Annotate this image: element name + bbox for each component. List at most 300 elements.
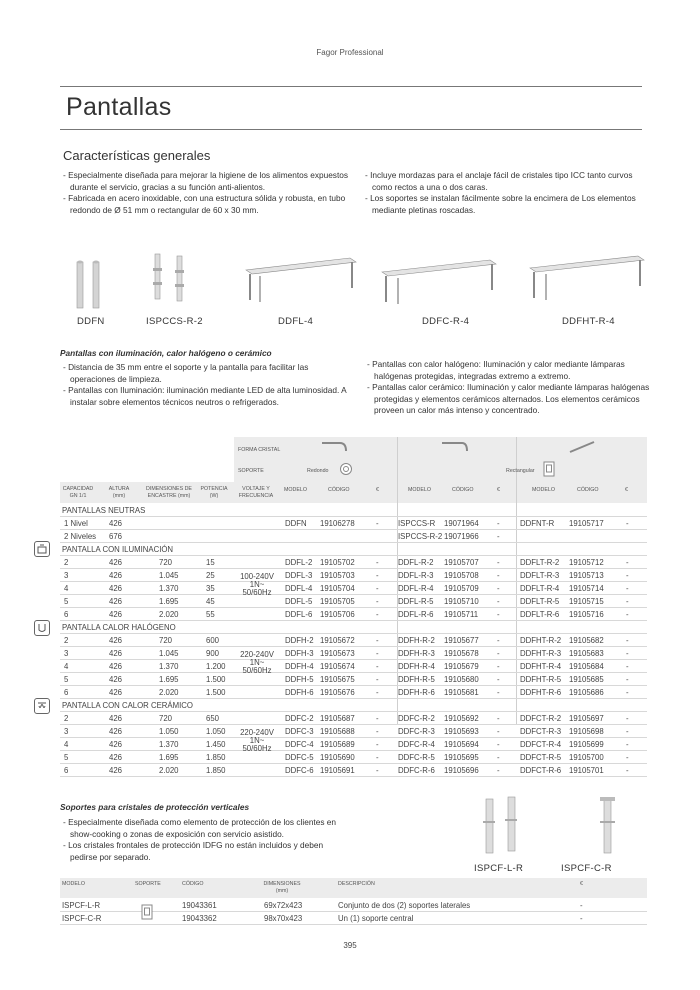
cell-e1: - [376, 688, 379, 697]
cell-e1: - [376, 727, 379, 736]
curved-glass-icon [320, 440, 350, 454]
cell-alt: 426 [109, 597, 123, 606]
cell-m2: DDFC-R-3 [398, 727, 435, 736]
s-col-dimensiones: DIMENSIONES (mm) [263, 881, 301, 894]
support-label: ISPCF-C-R [561, 863, 612, 874]
cell-e3: - [626, 610, 629, 619]
cell-e2: - [497, 649, 500, 658]
col-modelo-2: MODELO [408, 487, 431, 493]
cell-dim: 720 [159, 558, 173, 567]
cell-e3: - [626, 597, 629, 606]
cell-cap: 3 [64, 727, 69, 736]
cell-e2: - [497, 688, 500, 697]
cell-e1: - [376, 740, 379, 749]
cell-m1: DDFC-6 [285, 766, 314, 775]
cell-c2: 19105696 [444, 766, 479, 775]
cell-e2: - [497, 532, 500, 541]
cell-c3: 19105712 [569, 558, 604, 567]
cell-c1: 19105673 [320, 649, 355, 658]
cell-m1: DDFN [285, 519, 307, 528]
cell-pot: 650 [206, 714, 220, 723]
cell-e3: - [626, 636, 629, 645]
brand-header: Fagor Professional [316, 48, 384, 57]
cell-dim: 1.045 [159, 571, 179, 580]
straight-glass-icon [568, 440, 598, 454]
cell-e1: - [376, 753, 379, 762]
cell-alt: 426 [109, 740, 123, 749]
s-codigo: 19043361 [182, 901, 217, 910]
cell-m3: DDFLT-R-3 [520, 571, 560, 580]
cell-e3: - [626, 662, 629, 671]
cell-e2: - [497, 610, 500, 619]
cell-m1: DDFC-3 [285, 727, 314, 736]
cell-c2: 19105694 [444, 740, 479, 749]
cell-dim: 720 [159, 714, 173, 723]
supports-heading: Soportes para cristales de protección verticales [60, 802, 250, 812]
cell-dim: 1.695 [159, 597, 179, 606]
cell-e3: - [626, 753, 629, 762]
cell-c1: 19105690 [320, 753, 355, 762]
cell-c1: 19105706 [320, 610, 355, 619]
cell-m2: DDFH-R-6 [398, 688, 435, 697]
cell-e3: - [626, 649, 629, 658]
s-desc: Conjunto de dos (2) soportes laterales [338, 901, 471, 910]
cell-m3: DDFHT-R-6 [520, 688, 562, 697]
cell-m2: DDFL-R-4 [398, 584, 434, 593]
cell-dim: 1.045 [159, 649, 179, 658]
supports-bullet: - Los cristales frontales de protección IDFG no están incluidos y deben pedirse por separado. [63, 840, 324, 862]
ddfn-image [77, 261, 99, 309]
cell-e3: - [626, 714, 629, 723]
cell-e3: - [626, 740, 629, 749]
product-label: DDFL-4 [278, 316, 314, 327]
cell-c1: 19105704 [320, 584, 355, 593]
cell-m3: DDFLT-R-4 [520, 584, 560, 593]
cell-dim: 720 [159, 636, 173, 645]
cell-m2: DDFC-R-6 [398, 766, 435, 775]
cell-c3: 19105684 [569, 662, 604, 671]
rect-support-icon [141, 904, 153, 920]
cell-cap: 5 [64, 675, 69, 684]
cell-c2: 19105678 [444, 649, 479, 658]
cell-e1: - [376, 675, 379, 684]
cell-pot: 15 [206, 558, 215, 567]
general-left-bullet: - Fabricada en acero inoxidable, con una estructura sólida y robusta, en tubo redondo de Ø 51 mm o rectangular de 60 x 30 mm. [63, 193, 346, 215]
product-label: DDFN [77, 316, 105, 327]
general-right-bullets [364, 170, 654, 216]
voltage-cell: 220-240V 1N~ 50/60Hz [240, 649, 274, 675]
ddfht-image [530, 256, 644, 300]
general-left-bullet: - Especialmente diseñada para mejorar la higiene de los alimentos expuestos durante el servicio, gracias a su función anti-alientos. [63, 170, 349, 192]
col-potencia: POTENCIA (W) [200, 486, 228, 499]
cell-c3: 19105715 [569, 597, 604, 606]
cell-pot: 1.850 [206, 766, 226, 775]
cell-c3: 19105700 [569, 753, 604, 762]
cell-cap: 3 [64, 571, 69, 580]
cell-m1: DDFH-5 [285, 675, 314, 684]
cell-cap: 2 [64, 714, 69, 723]
cell-m2: DDFL-R-6 [398, 610, 434, 619]
cell-c2: 19105692 [444, 714, 479, 723]
cell-m2: DDFL-R-3 [398, 571, 434, 580]
cell-cap: 3 [64, 649, 69, 658]
cell-e3: - [626, 766, 629, 775]
product-label: DDFHT-R-4 [562, 316, 615, 327]
general-left-bullets [62, 170, 352, 216]
cell-dim: 2.020 [159, 610, 179, 619]
cell-alt: 426 [109, 753, 123, 762]
cell-c1: 19105672 [320, 636, 355, 645]
cell-c1: 19105676 [320, 688, 355, 697]
cell-dim: 1.695 [159, 753, 179, 762]
ispcf-l-image [483, 797, 517, 853]
cell-e2: - [497, 571, 500, 580]
cell-c1: 19105687 [320, 714, 355, 723]
col-capacidad: CAPACIDAD GN 1/1 [62, 486, 94, 499]
cell-m2: DDFC-R-5 [398, 753, 435, 762]
table-row [60, 530, 647, 543]
product-label: DDFC-R-4 [422, 316, 470, 327]
voltage-cell: 220-240V 1N~ 50/60Hz [240, 727, 274, 753]
cell-c3: 19105686 [569, 688, 604, 697]
cell-c2: 19071966 [444, 532, 479, 541]
rect-support-icon [543, 461, 555, 477]
cell-m1: DDFH-4 [285, 662, 314, 671]
cell-e2: - [497, 558, 500, 567]
cell-c1: 19105702 [320, 558, 355, 567]
title-rule-top [60, 86, 642, 87]
support-illustrations [478, 795, 618, 857]
cell-alt: 426 [109, 766, 123, 775]
col-euro-2: € [497, 487, 500, 493]
lighting-icon [34, 620, 50, 636]
lighting-left-bullets [62, 362, 354, 408]
cell-c3: 19105713 [569, 571, 604, 580]
cell-m1: DDFH-3 [285, 649, 314, 658]
cell-m1: DDFC-4 [285, 740, 314, 749]
cell-pot: 1.200 [206, 662, 226, 671]
cell-m3: DDFCT-R-4 [520, 740, 562, 749]
cell-alt: 426 [109, 584, 123, 593]
s-euro: - [580, 914, 583, 923]
s-euro: - [580, 901, 583, 910]
cell-e2: - [497, 584, 500, 593]
title-rule-bottom [60, 129, 642, 130]
cell-alt: 426 [109, 675, 123, 684]
col-modelo-3: MODELO [532, 487, 555, 493]
cell-cap: 5 [64, 597, 69, 606]
cell-e1: - [376, 610, 379, 619]
s-col-euro: € [580, 881, 583, 887]
cell-m3: DDFCT-R-3 [520, 727, 562, 736]
cell-alt: 426 [109, 519, 123, 528]
cell-m2: DDFH-R-5 [398, 675, 435, 684]
cell-e3: - [626, 688, 629, 697]
cell-m3: DDFHT-R-4 [520, 662, 562, 671]
table-section-header: PANTALLA CON ILUMINACIÓN [60, 543, 647, 556]
heat-icon [34, 698, 50, 714]
cell-c2: 19105709 [444, 584, 479, 593]
cell-cap: 6 [64, 766, 69, 775]
cell-m1: DDFL-3 [285, 571, 313, 580]
cell-dim: 1.695 [159, 675, 179, 684]
cell-cap: 1 Nivel [64, 519, 88, 528]
cell-alt: 426 [109, 649, 123, 658]
cell-alt: 426 [109, 688, 123, 697]
s-col-soporte: SOPORTE [135, 881, 161, 887]
col-codigo-2: CÓDIGO [452, 487, 474, 493]
cell-c1: 19106278 [320, 519, 355, 528]
cell-e3: - [626, 584, 629, 593]
cell-m3: DDFLT-R-2 [520, 558, 560, 567]
cell-c2: 19105708 [444, 571, 479, 580]
cell-pot: 55 [206, 610, 215, 619]
general-heading: Características generales [63, 148, 211, 163]
cell-e3: - [626, 675, 629, 684]
general-right-bullet: - Incluye mordazas para el anclaje fácil de cristales tipo ICC tanto curvos como rectos a una o dos caras. [365, 170, 633, 192]
cell-cap: 4 [64, 662, 69, 671]
cell-dim: 2.020 [159, 688, 179, 697]
col-altura: ALTURA (mm) [108, 486, 130, 499]
forma-cristal-label: FORMA CRISTAL [238, 447, 281, 453]
cell-m2: DDFC-R-2 [398, 714, 435, 723]
cell-c2: 19105693 [444, 727, 479, 736]
lighting-right-bullet: - Pantallas calor cerámico: Iluminación y calor mediante lámparas halógenas protegidas y elementos cerámicos alternados. Los elementos cerámicos proveen un calor más intenso y concentrado. [367, 382, 650, 415]
cell-cap: 4 [64, 584, 69, 593]
cell-e1: - [376, 662, 379, 671]
col-codigo-1: CÓDIGO [328, 487, 350, 493]
cell-pot: 900 [206, 649, 220, 658]
cell-alt: 426 [109, 558, 123, 567]
cell-m3: DDFHT-R-2 [520, 636, 562, 645]
cell-m3: DDFNT-R [520, 519, 555, 528]
cell-alt: 426 [109, 727, 123, 736]
cell-cap: 6 [64, 610, 69, 619]
cell-c2: 19105710 [444, 597, 479, 606]
cell-c1: 19105675 [320, 675, 355, 684]
cell-c2: 19105680 [444, 675, 479, 684]
cell-m3: DDFCT-R-2 [520, 714, 562, 723]
neutral-icon [34, 541, 50, 557]
cell-m1: DDFL-6 [285, 610, 313, 619]
table-section-header: PANTALLAS NEUTRAS [60, 504, 647, 517]
cell-alt: 426 [109, 610, 123, 619]
ispcf-c-image [600, 797, 615, 853]
curved-glass-icon [440, 440, 470, 454]
cell-e1: - [376, 636, 379, 645]
cell-m1: DDFC-2 [285, 714, 314, 723]
cell-c1: 19105689 [320, 740, 355, 749]
product-illustrations [60, 250, 660, 315]
rectangular-label: Rectangular [506, 468, 535, 474]
s-col-modelo: MODELO [62, 881, 85, 887]
general-right-bullet: - Los soportes se instalan fácilmente sobre la encimera de Los elementos mediante pletinas roscadas. [365, 193, 636, 215]
s-col-descripcion: DESCRIPCIÓN [338, 881, 375, 887]
product-label: ISPCCS-R-2 [146, 316, 203, 327]
col-euro-1: € [376, 487, 379, 493]
cell-m2: DDFL-R-2 [398, 558, 434, 567]
cell-m3: DDFCT-R-5 [520, 753, 562, 762]
cell-dim: 2.020 [159, 766, 179, 775]
cell-c1: 19105703 [320, 571, 355, 580]
cell-e2: - [497, 753, 500, 762]
cell-e3: - [626, 571, 629, 580]
col-euro-3: € [625, 487, 628, 493]
cell-c2: 19105681 [444, 688, 479, 697]
cell-m3: DDFHT-R-3 [520, 649, 562, 658]
lighting-right-bullet: - Pantallas con calor halógeno: Iluminación y calor mediante lámparas halógenas protegidas, integradas extremo a extremo. [367, 359, 625, 381]
cell-dim: 1.370 [159, 662, 179, 671]
cell-m2: DDFH-R-4 [398, 662, 435, 671]
cell-m2: ISPCCS-R-2 [398, 532, 443, 541]
page-title: Pantallas [66, 93, 172, 121]
cell-c3: 19105699 [569, 740, 604, 749]
cell-pot: 1.500 [206, 688, 226, 697]
cell-alt: 426 [109, 636, 123, 645]
cell-c3: 19105714 [569, 584, 604, 593]
cell-e1: - [376, 649, 379, 658]
cell-dim: 1.370 [159, 740, 179, 749]
s-modelo: ISPCF-L-R [62, 901, 101, 910]
cell-c2: 19071964 [444, 519, 479, 528]
cell-c2: 19105707 [444, 558, 479, 567]
s-desc: Un (1) soporte central [338, 914, 414, 923]
cell-cap: 2 [64, 558, 69, 567]
cell-e2: - [497, 727, 500, 736]
support-label: ISPCF-L-R [474, 863, 524, 874]
cell-c3: 19105701 [569, 766, 604, 775]
table-section-header: PANTALLA CALOR HALÓGENO [60, 621, 647, 634]
cell-e1: - [376, 714, 379, 723]
cell-pot: 1.500 [206, 675, 226, 684]
cell-e2: - [497, 740, 500, 749]
lighting-left-bullet: - Pantallas con Iluminación: iluminación mediante LED de alta luminosidad. A instalar sobre elementos técnicos neutros o refrigerados. [63, 385, 347, 407]
cell-c3: 19105716 [569, 610, 604, 619]
cell-e2: - [497, 714, 500, 723]
cell-dim: 1.370 [159, 584, 179, 593]
cell-pot: 45 [206, 597, 215, 606]
cell-e2: - [497, 597, 500, 606]
cell-m3: DDFCT-R-6 [520, 766, 562, 775]
col-voltaje: VOLTAJE Y FRECUENCIA [238, 486, 274, 499]
cell-c3: 19105698 [569, 727, 604, 736]
cell-m1: DDFH-2 [285, 636, 314, 645]
cell-c2: 19105677 [444, 636, 479, 645]
cell-dim: 1.050 [159, 727, 179, 736]
round-support-icon [339, 462, 353, 476]
cell-m3: DDFLT-R-6 [520, 610, 560, 619]
cell-pot: 1.050 [206, 727, 226, 736]
s-dim: 98x70x423 [264, 914, 303, 923]
ddfl-image [246, 258, 356, 302]
cell-alt: 426 [109, 571, 123, 580]
ddfc-image [382, 260, 496, 304]
cell-cap: 4 [64, 740, 69, 749]
ispccs-image [153, 254, 184, 301]
col-codigo-3: CÓDIGO [577, 487, 599, 493]
cell-alt: 676 [109, 532, 123, 541]
cell-e1: - [376, 519, 379, 528]
cell-m2: DDFC-R-4 [398, 740, 435, 749]
supports-bullet: - Especialmente diseñada como elemento de protección de los clientes en show-cooking o zonas de exposición con servicio asistido. [63, 817, 337, 839]
cell-e3: - [626, 727, 629, 736]
cell-e2: - [497, 636, 500, 645]
cell-alt: 426 [109, 714, 123, 723]
s-modelo: ISPCF-C-R [62, 914, 102, 923]
page-number: 395 [343, 941, 357, 950]
cell-e1: - [376, 766, 379, 775]
lighting-right-bullets [366, 359, 658, 417]
supports-bullets [62, 817, 352, 863]
cell-pot: 1.450 [206, 740, 226, 749]
cell-c2: 19105679 [444, 662, 479, 671]
cell-e1: - [376, 584, 379, 593]
s-dim: 69x72x423 [264, 901, 303, 910]
cell-alt: 426 [109, 662, 123, 671]
cell-e3: - [626, 558, 629, 567]
cell-c2: 19105711 [444, 610, 479, 619]
s-col-codigo: CÓDIGO [182, 881, 204, 887]
cell-m1: DDFL-5 [285, 597, 313, 606]
cell-c2: 19105695 [444, 753, 479, 762]
col-dimensiones: DIMENSIONES DE ENCASTRE (mm) [146, 486, 192, 499]
cell-m2: DDFL-R-5 [398, 597, 434, 606]
cell-cap: 6 [64, 688, 69, 697]
cell-c1: 19105705 [320, 597, 355, 606]
cell-m2: DDFH-R-2 [398, 636, 435, 645]
cell-cap: 2 [64, 636, 69, 645]
table-section-header: PANTALLA CON CALOR CERÁMICO [60, 699, 647, 712]
cell-pot: 25 [206, 571, 215, 580]
cell-c3: 19105685 [569, 675, 604, 684]
cell-c3: 19105683 [569, 649, 604, 658]
cell-pot: 35 [206, 584, 215, 593]
redondo-label: Redondo [307, 468, 329, 474]
col-modelo-1: MODELO [284, 487, 307, 493]
cell-m1: DDFH-6 [285, 688, 314, 697]
cell-c1: 19105674 [320, 662, 355, 671]
cell-e1: - [376, 597, 379, 606]
cell-m1: DDFC-5 [285, 753, 314, 762]
cell-c3: 19105682 [569, 636, 604, 645]
cell-e2: - [497, 675, 500, 684]
cell-m3: DDFLT-R-5 [520, 597, 560, 606]
cell-cap: 5 [64, 753, 69, 762]
cell-pot: 600 [206, 636, 220, 645]
cell-cap: 2 Niveles [64, 532, 97, 541]
cell-e2: - [497, 766, 500, 775]
cell-m2: ISPCCS-R [398, 519, 436, 528]
cell-c1: 19105688 [320, 727, 355, 736]
cell-e2: - [497, 519, 500, 528]
cell-m3: DDFHT-R-5 [520, 675, 562, 684]
cell-e3: - [626, 519, 629, 528]
lighting-left-bullet: - Distancia de 35 mm entre el soporte y la pantalla para facilitar las operaciones de limpieza. [63, 362, 309, 384]
lighting-heading: Pantallas con iluminación, calor halógeno o cerámico [60, 348, 272, 358]
voltage-cell: 100-240V 1N~ 50/60Hz [240, 571, 274, 597]
cell-e2: - [497, 662, 500, 671]
cell-e1: - [376, 558, 379, 567]
soporte-label: SOPORTE [238, 468, 264, 474]
s-codigo: 19043362 [182, 914, 217, 923]
cell-c1: 19105691 [320, 766, 355, 775]
cell-m1: DDFL-4 [285, 584, 313, 593]
cell-c3: 19105697 [569, 714, 604, 723]
cell-e1: - [376, 571, 379, 580]
cell-m1: DDFL-2 [285, 558, 313, 567]
cell-pot: 1.850 [206, 753, 226, 762]
cell-c3: 19105717 [569, 519, 604, 528]
